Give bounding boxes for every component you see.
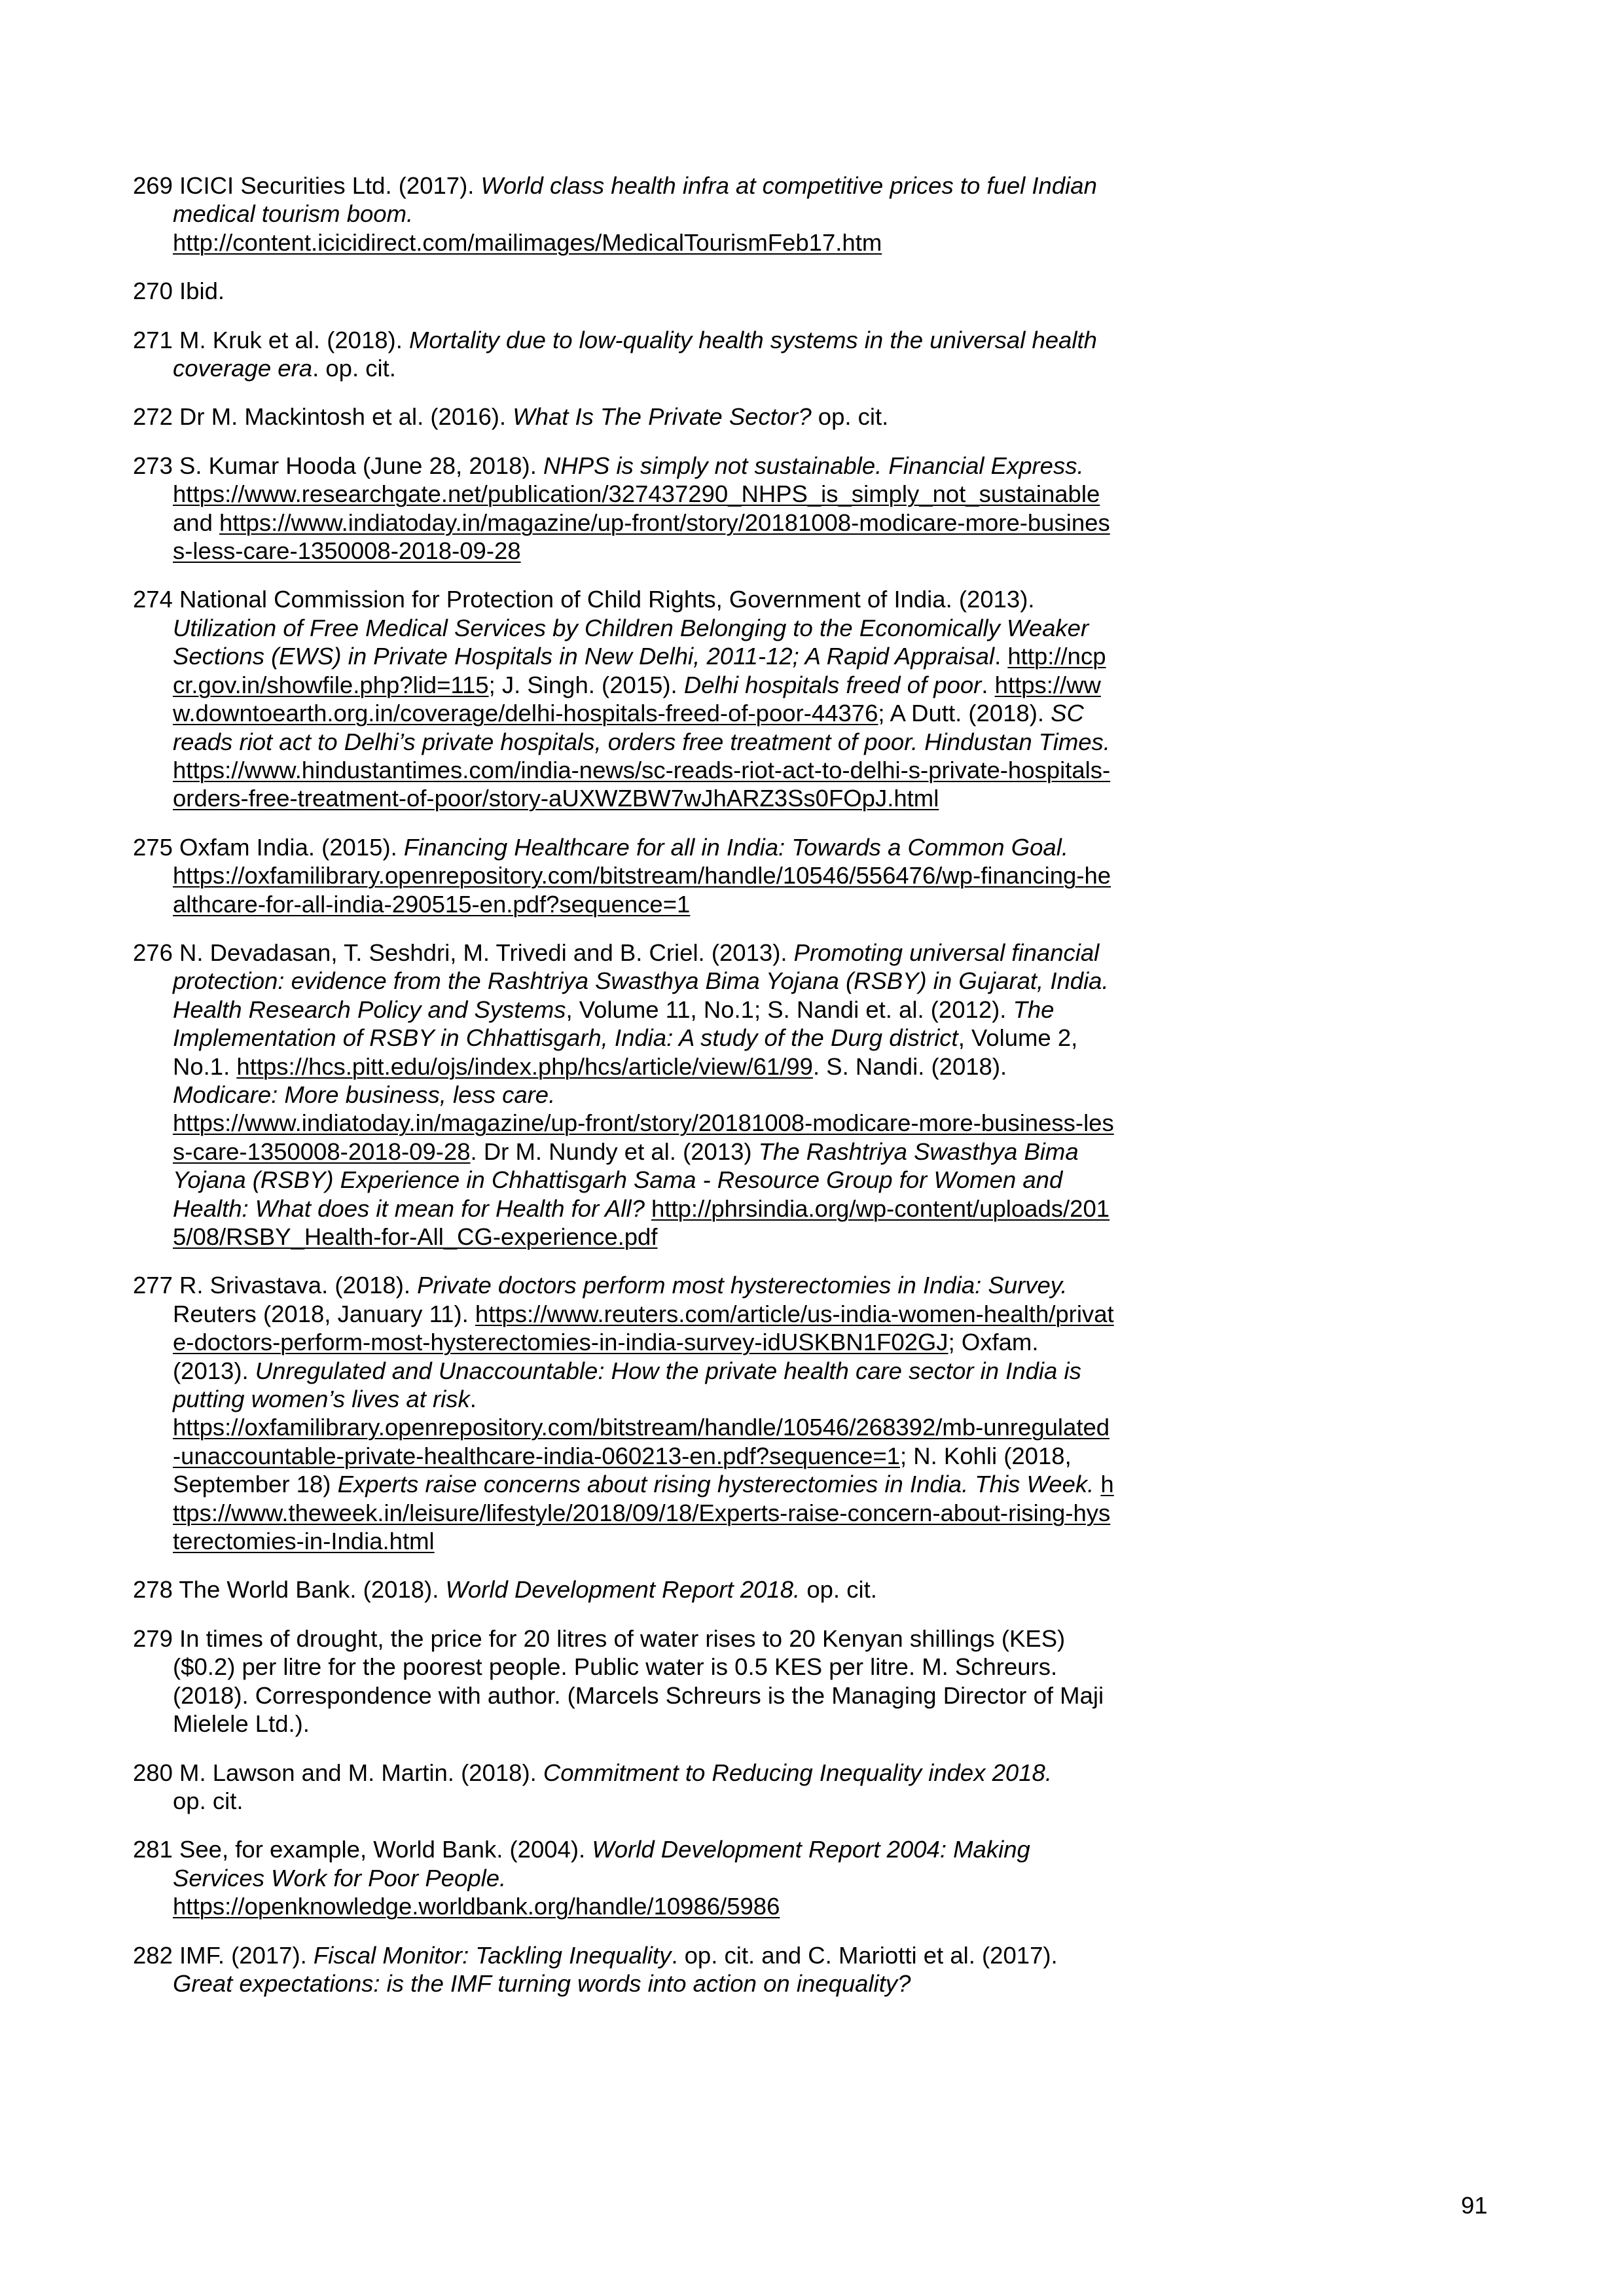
reference-title: SC reads riot act to Delhi’s private hospitals, orders free treatment of poor. Hindustan Times. [173, 700, 1110, 755]
reference-text: 269 ICICI Securities Ltd. (2017). [133, 172, 481, 199]
reference-text: 275 Oxfam India. (2015). [133, 833, 404, 861]
reference-title: Great expectations: is the IMF turning words into action on inequality? [173, 1969, 911, 1997]
reference-text: op. cit. [811, 403, 889, 431]
reference-text: , Volume 11, No.1; S. Nandi et. al. (2012). [566, 996, 1013, 1023]
reference-text: . [994, 643, 1008, 670]
reference-title: Experts raise concerns about rising hysterectomies in India. This Week. [337, 1471, 1094, 1498]
reference-link[interactable]: http://ncpcr.gov.in/showfile.php?lid=115 [173, 643, 1106, 698]
reference-text: . [469, 1386, 477, 1413]
endnote-272 [133, 403, 1115, 431]
endnote-277 [133, 1271, 1115, 1555]
endnote-275 [133, 833, 1115, 918]
reference-text: . op. cit. [312, 355, 396, 382]
reference-title: World class health infra at competitive prices to fuel Indian medical tourism boom. [173, 172, 1104, 228]
reference-title: Private doctors perform most hysterectomies in India: Survey. [417, 1272, 1068, 1299]
endnote-276 [133, 939, 1115, 1251]
reference-title: The Rashtriya Swasthya Bima Yojana (RSBY) Experience in Chhattisgarh Sama - Resource Group for Women and Health: What does it mean for Health for All? [173, 1138, 1085, 1222]
endnote-269 [133, 171, 1115, 257]
reference-text: 270 Ibid. [133, 278, 225, 305]
reference-title: Delhi hospitals freed of poor [683, 671, 982, 698]
reference-title: Promoting universal financial protection: evidence from the Rashtriya Swasthya Bima Yojana (RSBY) in Gujarat, India. Health Research Policy and Systems [173, 939, 1115, 1023]
reference-text: ; N. Kohli (2018, September 18) [173, 1442, 1078, 1498]
endnote-274 [133, 585, 1115, 812]
reference-text: 277 R. Srivastava. (2018). [133, 1272, 418, 1299]
reference-text: . [981, 671, 995, 698]
endnote-273 [133, 452, 1115, 565]
reference-text: 276 N. Devadasan, T. Seshdri, M. Trivedi and B. Criel. (2013). [133, 939, 794, 966]
reference-title: Utilization of Free Medical Services by Children Belonging to the Economically Weaker Sections (EWS) in Private Hospitals in New Delhi, 2011-12; A Rapid Appraisal [173, 614, 1096, 670]
endnote-278 [133, 1575, 1115, 1604]
reference-text: op. cit. [800, 1576, 877, 1604]
reference-text: and [173, 480, 1107, 536]
reference-text: op. cit. [173, 1787, 244, 1814]
reference-text: . Dr M. Nundy et al. (2013) [470, 1138, 759, 1165]
reference-link[interactable]: https://www.researchgate.net/publication/327437290_NHPS_is_simply_not_sustainable [173, 480, 1100, 508]
reference-text: 273 S. Kumar Hooda (June 28, 2018). [133, 452, 543, 479]
reference-text [1094, 1471, 1100, 1498]
reference-text: Reuters (2018, January 11). [173, 1272, 1074, 1327]
reference-link[interactable]: https://www.theweek.in/leisure/lifestyle/2018/09/18/Experts-raise-concern-about-rising-hysterectomies-in-India.html [173, 1471, 1114, 1555]
endnotes-list [133, 171, 1115, 2018]
reference-link[interactable]: https://oxfamilibrary.openrepository.com/bitstream/handle/10546/556476/wp-financing-healthcare-for-all-india-290515-en.pdf?sequence=1 [173, 862, 1111, 918]
reference-title: Modicare: More business, less care. [173, 1081, 556, 1108]
reference-title: The Implementation of RSBY in Chhattisgarh, India: A study of the Durg district [173, 996, 1061, 1052]
reference-text: , Volume 2, No.1. [173, 1024, 1085, 1080]
reference-text: ; Oxfam. (2013). [173, 1329, 1045, 1384]
reference-text: 279 In times of drought, the price for 20 litres of water rises to 20 Kenyan shillings (KES) ($0.2) per litre for the poorest people. Public water is 0.5 KES per litre. M. Schreurs. (2018). Correspondence with author. (Marcels Schreurs is the Managing Director of Maji Mielele Ltd.). [133, 1624, 1111, 1738]
endnote-281 [133, 1835, 1115, 1920]
endnote-270 [133, 277, 1115, 305]
reference-text: 274 National Commission for Protection of Child Rights, Government of India. (2013). [133, 586, 1041, 613]
reference-link[interactable]: https://www.hindustantimes.com/india-news/sc-reads-riot-act-to-delhi-s-private-hospitals-orders-free-treatment-of-poor/story-aUXWZBW7wJhARZ3Ss0FOpJ.html [173, 756, 1111, 812]
endnote-271 [133, 326, 1115, 383]
endnote-279 [133, 1624, 1115, 1738]
reference-text: 271 M. Kruk et al. (2018). [133, 326, 409, 353]
reference-title: World Development Report 2018. [445, 1576, 801, 1604]
reference-text: 278 The World Bank. (2018). [133, 1576, 446, 1604]
reference-link[interactable]: https://www.reuters.com/article/us-india-women-health/private-doctors-perform-most-hysterectomies-in-india-survey-idUSKBN1F02GJ [173, 1300, 1114, 1356]
reference-link[interactable]: https://www.downtoearth.org.in/coverage/delhi-hospitals-freed-of-poor-44376 [173, 671, 1101, 727]
reference-text [1110, 728, 1117, 755]
page-number: 91 [1461, 2192, 1488, 2219]
reference-title: NHPS is simply not sustainable. Financial Express. [543, 452, 1084, 479]
reference-title: Financing Healthcare for all in India: Towards a Common Goal. [403, 833, 1068, 861]
reference-text: 280 M. Lawson and M. Martin. (2018). [133, 1759, 543, 1786]
reference-title: Commitment to Reducing Inequality index 2018. [543, 1759, 1052, 1786]
reference-text: ; J. Singh. (2015). [488, 671, 684, 698]
reference-link[interactable]: https://oxfamilibrary.openrepository.com/bitstream/handle/10546/268392/mb-unregulated-unaccountable-private-healthcare-india-060213-en.pdf?sequence=1 [173, 1414, 1110, 1469]
reference-title: What Is The Private Sector? [513, 403, 812, 431]
reference-link[interactable]: https://openknowledge.worldbank.org/handle/10986/5986 [173, 1893, 780, 1920]
reference-text: 282 IMF. (2017). [133, 1941, 314, 1969]
reference-text: ; A Dutt. (2018). [878, 700, 1051, 727]
reference-title: World Development Report 2004: Making Services Work for Poor People. [173, 1836, 1037, 1892]
endnote-282 [133, 1941, 1115, 1998]
reference-link[interactable]: https://hcs.pitt.edu/ojs/index.php/hcs/article/view/61/99 [236, 1052, 813, 1080]
reference-link[interactable]: https://www.indiatoday.in/magazine/up-front/story/20181008-modicare-more-business-less-care-1350008-2018-09-28 [173, 1109, 1114, 1165]
reference-link[interactable]: https://www.indiatoday.in/magazine/up-front/story/20181008-modicare-more-business-less-care-1350008-2018-09-28 [173, 509, 1110, 565]
reference-text: . op. cit. and C. Mariotti et al. (2017). [671, 1941, 1064, 1969]
reference-text [645, 1195, 651, 1222]
reference-link[interactable]: http://phrsindia.org/wp-content/uploads/2015/08/RSBY_Health-for-All_CG-experience.pdf [173, 1194, 1110, 1250]
reference-text: 281 See, for example, World Bank. (2004). [133, 1836, 592, 1863]
reference-link[interactable]: http://content.icicidirect.com/mailimages/MedicalTourismFeb17.htm [173, 228, 882, 256]
reference-title: Unregulated and Unaccountable: How the private health care sector in India is putting women’s lives at risk [173, 1357, 1088, 1413]
reference-text: . S. Nandi. (2018). [812, 1052, 1014, 1080]
reference-text: 272 Dr M. Mackintosh et al. (2016). [133, 403, 513, 431]
reference-title: Fiscal Monitor: Tackling Inequality [313, 1941, 672, 1969]
endnote-280 [133, 1759, 1115, 1816]
reference-title: Mortality due to low-quality health systems in the universal health coverage era [173, 326, 1104, 382]
